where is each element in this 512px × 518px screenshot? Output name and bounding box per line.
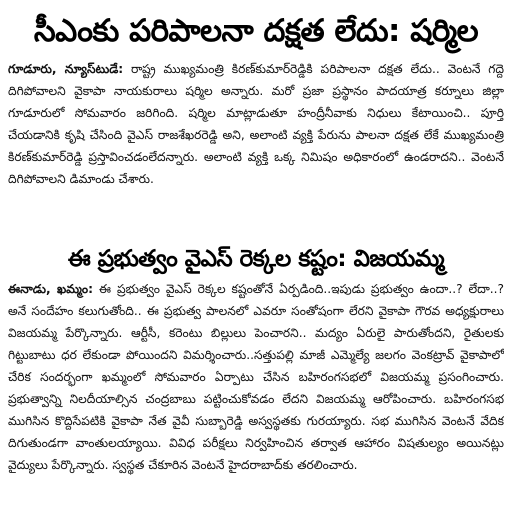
article-1-headline: సీఎంకు పరిపాలనా దక్షత లేదు: షర్మిల — [33, 13, 479, 49]
article-2-body — [8, 278, 504, 514]
article-1-text: రాష్ట్ర ముఖ్యమంత్రి కిరణ్‌కుమార్‌రెడ్డికి పరిపాలనా దక్షత లేదు.. వెంటనే గద్దె దిగిపోవాలని వైకాపా నాయకురాలు షర్మిల అన్నారు. మరో ప్రజా ప్రస్థానం పాదయాత్ర కర్నూలు జిల్లా గూడూరులో సోమవారం జరిగింది. షర్మిల మాట్లాడుతూ హంద్రీనీవాకు నిధులు కేటాయించి.. పూర్తి చేయడానికి కృషి చేసింది వైఎస్‌ రాజశేఖరరెడ్డి అని, అలాంటి వ్యక్తి పేరును పాలనా దక్షత లేకే ముఖ్యమంత్రి కిరణ్‌కుమార్‌రెడ్డి ప్రస్తావించడంలేదన్నారు. అలాంటి వ్యక్తి ఒక్క నిమిషం అధికారంలో ఉండరాదని.. వెంటనే దిగిపోవాలని డిమాండు చేశారు. — [8, 62, 504, 186]
article-2-text: ఈ ప్రభుత్వం వైఎస్‌ రెక్కల కష్టంతోనే ఏర్పడింది..ఇపుడు ప్రభుత్వం ఉందా..? లేదా..? అనే సందేహం కలుగుతోంది.. ఈ ప్రభుత్వ పాలనలో ఎవరూ సంతోషంగా లేరని వైకాపా గౌరవ అధ్యక్షురాలు విజయమ్మ పేర్కొన్నారు. ఆర్టీసీ, కరెంటు బిల్లులు పెంచారని.. మద్యం ఏరులై పారుతోందని, రైతులకు గిట్టుబాటు ధర లేకుండా పోయిందని విమర్శించారు..సత్తుపల్లి మాజీ ఎమ్మెల్యే జలగం వెంకట్రావ్‌ వైకాపాలో చేరిక సందర్భంగా ఖమ్మంలో సోమవారం ఏర్పాటు చేసిన బహిరంగసభలో విజయమ్మ ప్రసంగించారు. ప్రభుత్వాన్ని నిలదీయాల్సిన చంద్రబాబు పట్టించుకోవడం లేదని విజయమ్మ ఆరోపించారు. బహిరంగసభ ముగిసిన కొద్దిసేపటికి వైకాపా నేత వైవీ సుబ్బారెడ్డి అస్వస్థతకు గురయ్యారు. సభ ముగిసిన వెంటనే వేదిక దిగుతుండగా వాంతులయ్యాయి. వివిధ పరీక్షలు నిర్వహించిన తర్వాత ఆహారం విషతుల్యం అయినట్లు వైద్యులు పేర్కొన్నారు. స్వస్థత చేకూరిన వెంటనే హైదరాబాద్‌కు తరలించారు. — [8, 282, 504, 472]
article-1-dateline: గూడూరు, న్యూస్‌టుడే: — [8, 62, 124, 76]
article-2-dateline: ఈనాడు, ఖమ్మం: — [8, 282, 93, 296]
article-1-body — [8, 58, 504, 236]
article-2-headline: ఈ ప్రభుత్వం వైఎస్‌ రెక్కల కష్టం: విజయమ్మ — [67, 246, 445, 272]
